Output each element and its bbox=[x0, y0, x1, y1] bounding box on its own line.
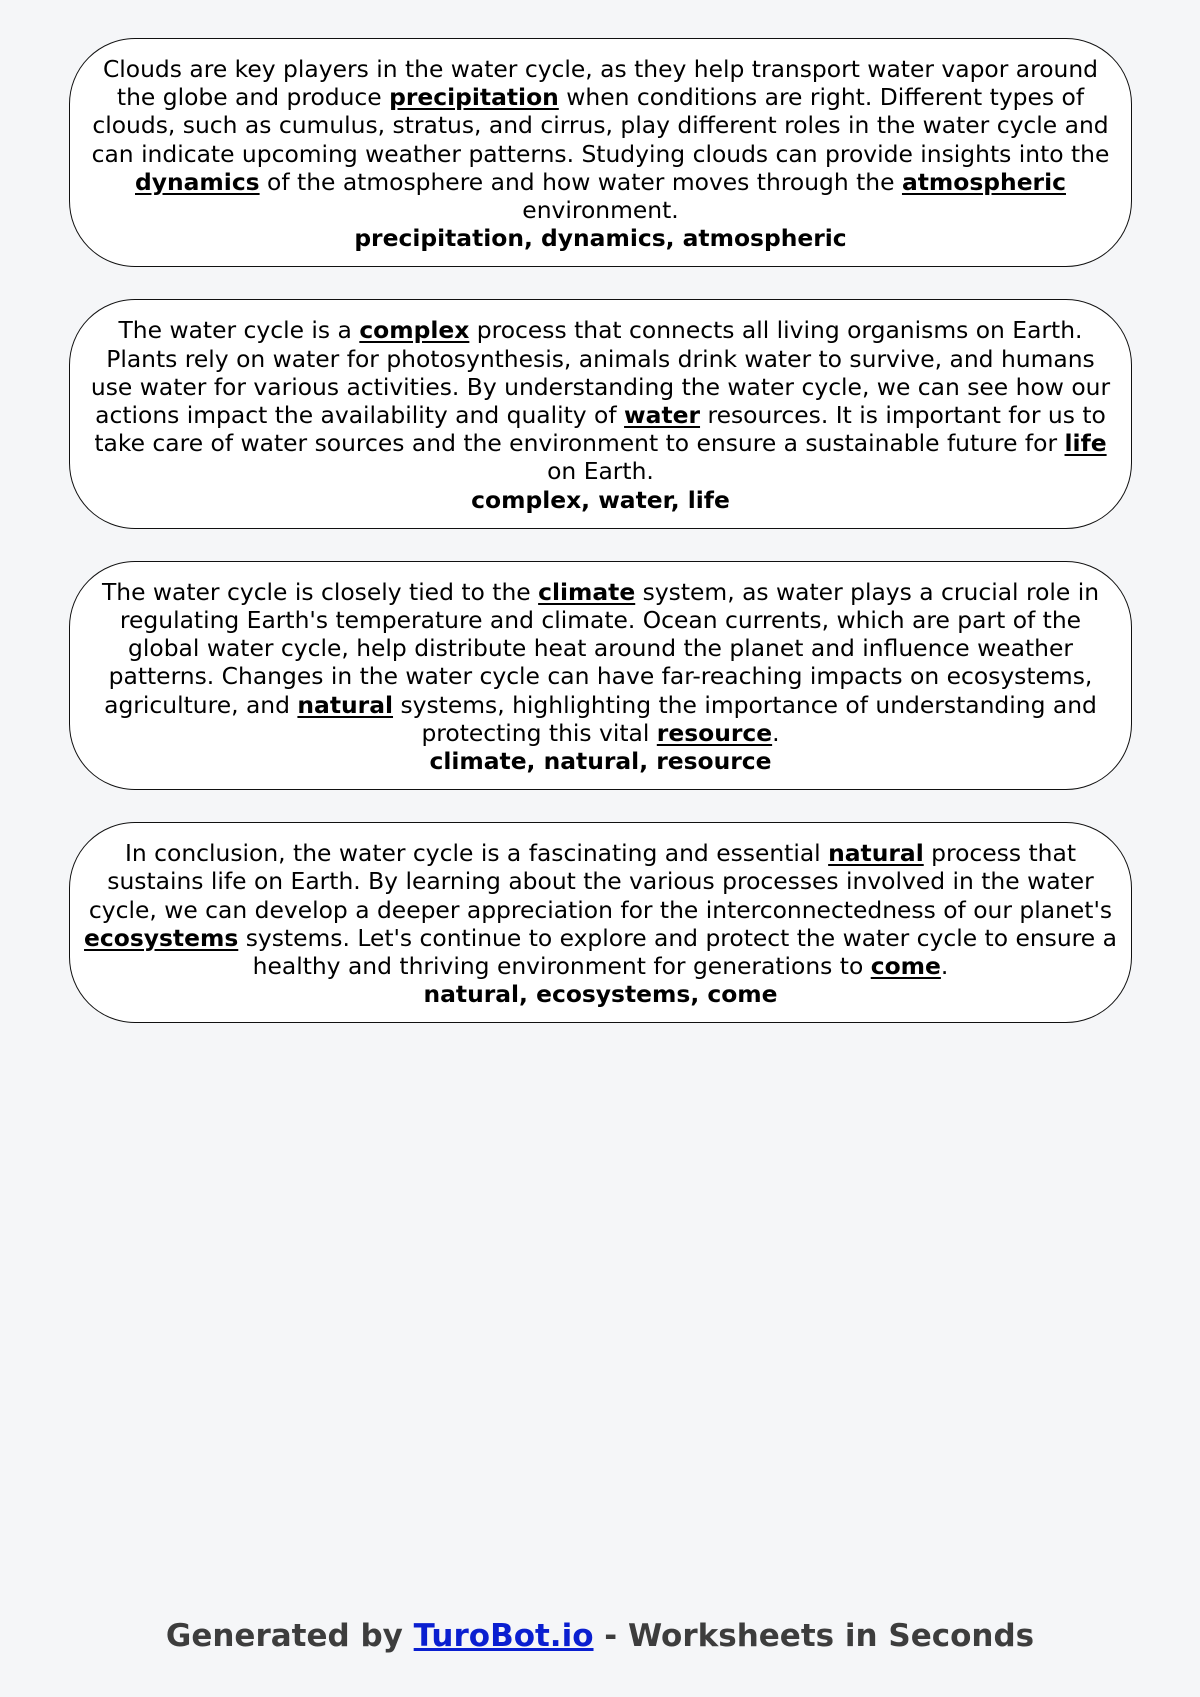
highlighted-word: dynamics bbox=[135, 167, 260, 196]
passage-segment: Clouds are key players in the water cycle, as they help transport water vapor around the globe and produce bbox=[102, 55, 1099, 112]
highlighted-word: water bbox=[624, 401, 701, 430]
passage-card bbox=[69, 561, 1132, 790]
passage-card bbox=[69, 299, 1132, 528]
highlighted-word: climate bbox=[538, 577, 636, 606]
footer-prefix: Generated by bbox=[165, 1618, 414, 1654]
passage-segment: on Earth. bbox=[547, 457, 654, 486]
passage-segment: . bbox=[772, 718, 780, 747]
highlighted-word: precipitation bbox=[389, 83, 559, 112]
answer-key: precipitation, dynamics, atmospheric bbox=[354, 224, 847, 253]
passage-card bbox=[69, 822, 1132, 1023]
passage-segment: when conditions are right. Different types of clouds, such as cumulus, stratus, and cirrus, play different roles in the water cycle and can indicate upcoming weather patterns. Studying clouds can provide insights into the bbox=[91, 83, 1110, 168]
highlighted-word: natural bbox=[828, 839, 924, 868]
passage-text bbox=[84, 55, 1117, 224]
answer-key: climate, natural, resource bbox=[429, 747, 772, 776]
passage-segment: environment. bbox=[522, 196, 679, 225]
worksheet-cards bbox=[69, 38, 1132, 1055]
passage-segment: of the atmosphere and how water moves through the bbox=[259, 167, 902, 196]
highlighted-word: complex bbox=[359, 316, 470, 345]
highlighted-word: ecosystems bbox=[84, 923, 239, 952]
footer bbox=[0, 1618, 1200, 1654]
passage-segment: In conclusion, the water cycle is a fascinating and essential bbox=[125, 839, 829, 868]
highlighted-word: come bbox=[870, 952, 941, 981]
highlighted-word: resource bbox=[656, 718, 773, 747]
highlighted-word: natural bbox=[297, 690, 394, 719]
passage-segment: . bbox=[940, 952, 949, 981]
passage-segment: process that sustains life on Earth. By learning about the various processes involved in the water cycle, we can develop a deeper appreciation for the interconnectedness of our planet's bbox=[88, 839, 1113, 924]
passage-segment: resources. It is important for us to take care of water sources and the environment to ensure a sustainable future for bbox=[94, 401, 1106, 458]
passage-segment: system, as water plays a crucial role in regulating Earth's temperature and climate. Ocean currents, which are part of the global water cycle, help distribute heat around the planet and influence weather patterns. Changes in the water cycle can have far-reaching impacts on ecosystems, agriculture, and bbox=[104, 577, 1100, 719]
answer-key: complex, water, life bbox=[471, 485, 730, 514]
passage-card bbox=[69, 38, 1132, 267]
highlighted-word: life bbox=[1064, 429, 1107, 458]
passage-text bbox=[84, 839, 1117, 980]
passage-segment: The water cycle is a bbox=[118, 316, 360, 345]
footer-suffix: - Worksheets in Seconds bbox=[593, 1618, 1035, 1654]
passage-segment: process that connects all living organisms on Earth. Plants rely on water for photosynthesis, animals drink water to survive, and humans use water for various activities. By understanding the water cycle, we can see how our actions impact the availability and quality of bbox=[90, 316, 1111, 430]
passage-segment: systems, highlighting the importance of understanding and protecting this vital bbox=[393, 690, 1097, 747]
passage-segment: systems. Let's continue to explore and protect the water cycle to ensure a healthy and thriving environment for generations to bbox=[238, 923, 1117, 981]
footer-link[interactable]: TuroBot.io bbox=[413, 1618, 594, 1654]
answer-key: natural, ecosystems, come bbox=[423, 980, 778, 1009]
passage-text bbox=[84, 316, 1117, 485]
highlighted-word: atmospheric bbox=[901, 167, 1066, 196]
passage-segment: The water cycle is closely tied to the bbox=[101, 577, 539, 606]
passage-text bbox=[84, 578, 1117, 747]
